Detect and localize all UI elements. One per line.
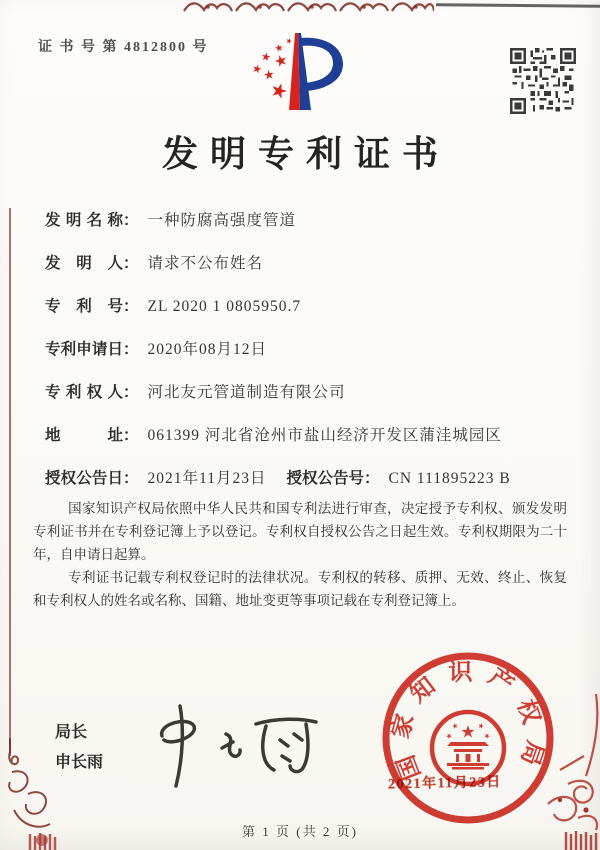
label-colon: ： xyxy=(123,298,139,315)
label-colon: ： xyxy=(123,255,139,272)
field-label: 专利申请日 xyxy=(45,341,123,358)
legal-text-paragraph-1: 国家知识产权局依照中华人民共和国专利法进行审查，决定授予专利权、颁发发明专利证书并在专利登记簿上予以登记。专利权自授权公告之日起生效。专利权期限为二十年，自申请日起算。 xyxy=(33,501,567,562)
field-label: 专利权人 xyxy=(45,384,123,401)
label-colon: ： xyxy=(123,470,139,487)
certificate-number: 证 书 号 第 4812800 号 xyxy=(38,40,209,55)
field-label: 地址 xyxy=(45,427,123,444)
field-row-filing-date xyxy=(45,337,567,380)
field-value: 河北友元管道制造有限公司 xyxy=(147,384,346,401)
grant-publication-label: 授权公告号 xyxy=(286,470,364,487)
label-colon: ： xyxy=(123,212,139,229)
label-colon: ： xyxy=(123,427,139,444)
field-label: 专利号 xyxy=(45,298,123,315)
label-colon: ： xyxy=(363,470,380,487)
field-row-inventor xyxy=(45,251,567,294)
field-row-invention-name xyxy=(45,208,567,251)
field-row-patent-number xyxy=(45,294,567,337)
legal-text xyxy=(33,497,567,612)
director-name: 申长雨 xyxy=(55,754,104,771)
director-title: 局长 xyxy=(55,724,88,741)
field-value: 2021年11月23日 xyxy=(147,470,267,487)
field-label: 发明名称 xyxy=(45,212,123,229)
field-value: 2020年08月12日 xyxy=(147,341,268,358)
top-border-ornament-icon xyxy=(182,0,434,14)
legal-text-paragraph-2: 专利证书记载专利权登记时的法律状况。专利权的转移、质押、无效、终止、恢复和专利权人的姓名或名称、国籍、地址变更等事项记载在专利登记簿上。 xyxy=(33,570,567,608)
certificate-title: 发明专利证书 xyxy=(161,134,450,174)
field-label: 发明人 xyxy=(45,255,123,272)
seal-agency-text: 国家知识产权局 xyxy=(387,659,548,783)
cnipa-logo-icon xyxy=(245,30,351,114)
field-value: ZL 2020 1 0805950.7 xyxy=(147,298,302,315)
shen-changyu-signature-icon xyxy=(148,698,328,788)
field-value: 一种防腐高强度管道 xyxy=(147,212,297,229)
field-row-address xyxy=(45,423,567,466)
label-colon: ： xyxy=(123,384,139,401)
left-border-line xyxy=(9,208,11,756)
field-value: 请求不公布姓名 xyxy=(147,255,264,272)
field-row-patentee xyxy=(45,380,567,423)
label-colon: ： xyxy=(123,341,139,358)
top-edge-line xyxy=(436,3,600,7)
field-value: 061399 河北省沧州市盐山经济开发区蒲洼城园区 xyxy=(147,427,502,444)
qr-code xyxy=(510,48,576,114)
certificate-fields xyxy=(45,208,567,509)
page-number: 第 1 页 (共 2 页) xyxy=(242,824,358,839)
seal-date-stamp: 2021年11月23日 xyxy=(387,775,502,793)
grant-publication-value: CN 111895223 B xyxy=(388,470,511,487)
field-label: 授权公告日 xyxy=(45,470,123,487)
